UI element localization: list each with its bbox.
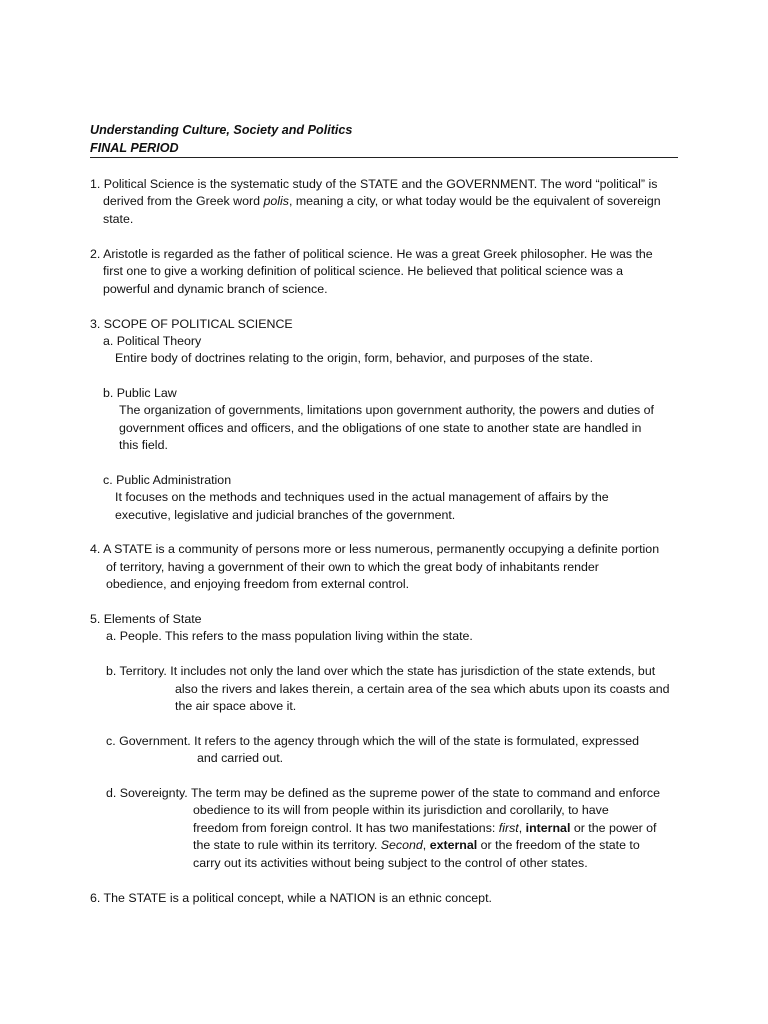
item4-line2: of territory, having a government of their own to which the great body of inhabitants render (106, 560, 599, 574)
course-title: Understanding Culture, Society and Politics (90, 123, 353, 137)
item3-heading: 3. SCOPE OF POLITICAL SCIENCE (90, 317, 293, 331)
item5-c-line1: c. Government. It refers to the agency through which the will of the state is formulated, expressed (106, 734, 640, 748)
item5-d-line5: carry out its activities without being subject to the control of other states. (193, 856, 588, 870)
item5-d-line3: freedom from foreign control. It has two manifestations: first, internal or the power of (193, 821, 657, 835)
header-divider (90, 157, 678, 158)
item3-a-text: Entire body of doctrines relating to the origin, form, behavior, and purposes of the state. (115, 351, 594, 365)
item3-c-line1: It focuses on the methods and techniques used in the actual management of affairs by the (115, 490, 609, 504)
item2-line1: 2. Aristotle is regarded as the father of political science. He was a great Greek philosopher. He was the (90, 247, 653, 261)
item3-c-label: c. Public Administration (103, 473, 232, 487)
item5-b-line1: b. Territory. It includes not only the land over which the state has jurisdiction of the state extends, but (106, 664, 656, 678)
item5-a: a. People. This refers to the mass population living within the state. (106, 629, 473, 643)
item5-b-line3: the air space above it. (175, 699, 297, 713)
item3-b-line1: The organization of governments, limitations upon government authority, the powers and duties of (119, 403, 654, 417)
document-header (90, 122, 678, 157)
item5-d-line2: obedience to its will from people within its jurisdiction and corollarily, to have (193, 803, 609, 817)
item4-line1: 4. A STATE is a community of persons more or less numerous, permanently occupying a definite portion (90, 542, 660, 556)
item5-d-line4: the state to rule within its territory. Second, external or the freedom of the state to (193, 838, 640, 852)
item3-c-line2: executive, legislative and judicial branches of the government. (115, 508, 456, 522)
period-label: FINAL PERIOD (90, 140, 179, 155)
item1-line1: 1. Political Science is the systematic study of the STATE and the GOVERNMENT. The word “political” is (90, 177, 658, 191)
item3-b-line2: government offices and officers, and the obligations of one state to another state are handled in (119, 421, 642, 435)
item1-line2: derived from the Greek word polis, meaning a city, or what today would be the equivalent of sovereign (103, 194, 661, 208)
item4-line3: obedience, and enjoying freedom from external control. (106, 577, 410, 591)
item3-b-line3: this field. (119, 438, 168, 452)
item2-line3: powerful and dynamic branch of science. (103, 282, 328, 296)
item6-line1: 6. The STATE is a political concept, while a NATION is an ethnic concept. (90, 891, 492, 905)
item5-b-line2: also the rivers and lakes therein, a certain area of the sea which abuts upon its coasts and (175, 682, 670, 696)
item3-b-label: b. Public Law (103, 386, 177, 400)
item5-c-line2: and carried out. (197, 751, 284, 765)
item3-a-label: a. Political Theory (103, 334, 202, 348)
item5-d-line1: d. Sovereignty. The term may be defined as the supreme power of the state to command and enforce (106, 786, 660, 800)
item5-heading: 5. Elements of State (90, 612, 202, 626)
item2-line2: first one to give a working definition of political science. He believed that political science was a (103, 264, 623, 278)
item1-line3: state. (103, 212, 134, 226)
